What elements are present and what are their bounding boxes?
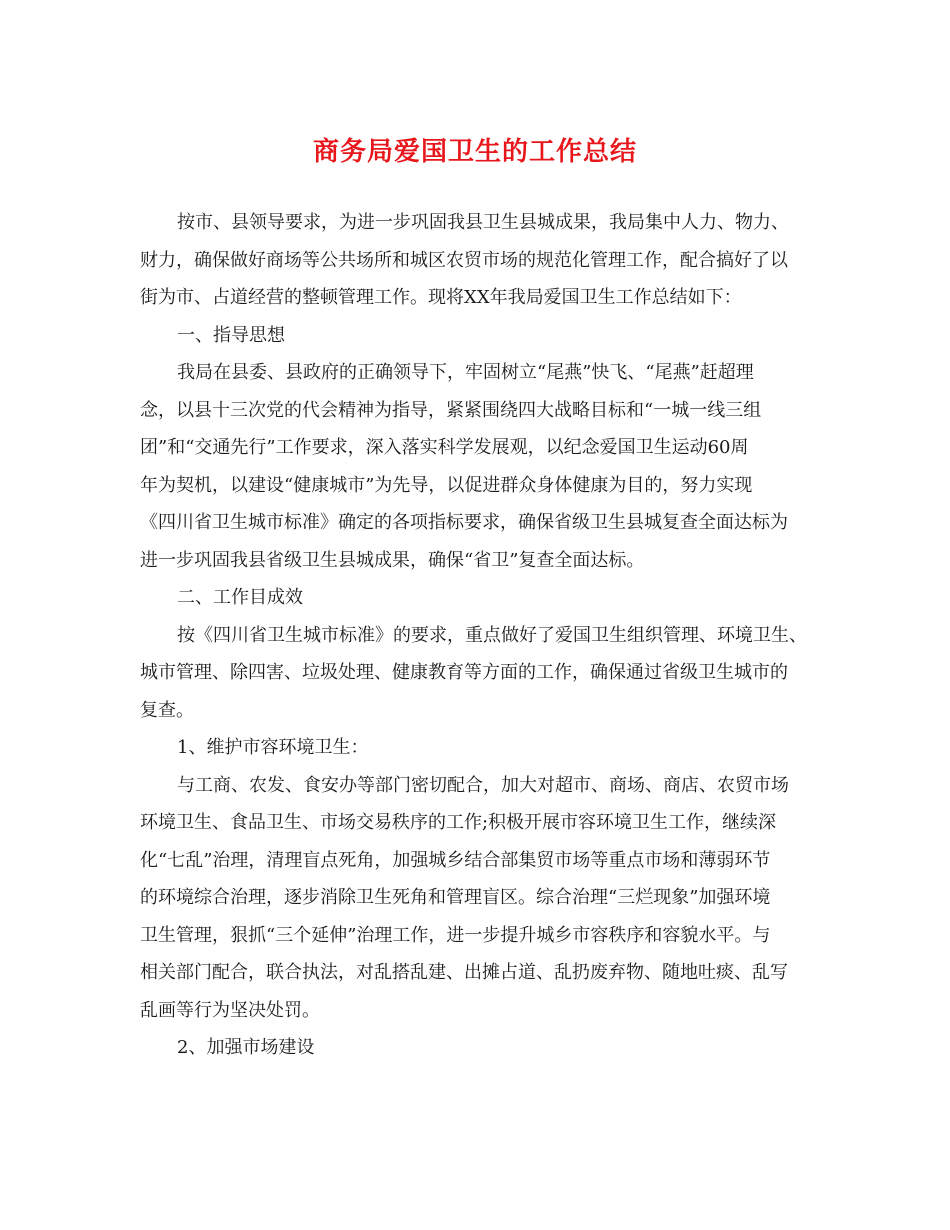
section-heading: 一、指导思想 xyxy=(177,324,285,346)
paragraph-line: 《四川省卫生城市标准》确定的各项指标要求，确保省级卫生县城复查全面达标为 xyxy=(140,512,788,533)
paragraph-line: 年为契机，以建设“健康城市”为先导，以促进群众身体健康为目的，努力实现 xyxy=(140,474,753,496)
subsection-heading: 1、维护市容环境卫生： xyxy=(177,737,369,758)
section-heading: 二、工作目成效 xyxy=(177,587,303,608)
paragraph-line: 化“七乱”治理，清理盲点死角，加强城乡结合部集贸市场等重点市场和薄弱环节 xyxy=(140,849,771,871)
paragraph-line: 城市管理、除四害、垃圾处理、健康教育等方面的工作，确保通过省级卫生城市的 xyxy=(140,662,788,683)
paragraph-line: 团”和“交通先行”工作要求，深入落实科学发展观，以纪念爱国卫生运动60周 xyxy=(140,437,749,458)
paragraph-line: 我局在县委、县政府的正确领导下，牢固树立“尾燕”快飞、“尾燕”赶超理 xyxy=(177,362,754,383)
paragraph-line: 进一步巩固我县省级卫生县城成果，确保“省卫”复查全面达标。 xyxy=(140,549,645,571)
paragraph-line: 与工商、农发、食安办等部门密切配合，加大对超市、商场、商店、农贸市场 xyxy=(177,774,789,796)
document-body xyxy=(140,204,830,1067)
paragraph-line: 的环境综合治理，逐步消除卫生死角和管理盲区。综合治理“三烂现象”加强环境 xyxy=(140,887,771,908)
paragraph-line: 念，以县十三次党的代会精神为指导，紧紧围绕四大战略目标和“一城一线三组 xyxy=(140,399,762,421)
paragraph-line: 乱画等行为坚决处罚。 xyxy=(140,999,320,1021)
paragraph-line: 相关部门配合，联合执法，对乱搭乱建、出摊占道、乱扔废弃物、随地吐痰、乱写 xyxy=(140,962,788,983)
paragraph-line: 财力，确保做好商场等公共场所和城区农贸市场的规范化管理工作，配合搞好了以 xyxy=(140,249,788,271)
paragraph-line: 按市、县领导要求，为进一步巩固我县卫生县城成果，我局集中人力、物力、 xyxy=(177,212,789,233)
paragraph-line: 按《四川省卫生城市标准》的要求，重点做好了爱国卫生组织管理、环境卫生、 xyxy=(177,624,807,646)
paragraph-line: 街为市、占道经营的整顿管理工作。现将XX年我局爱国卫生工作总结如下： xyxy=(140,287,742,308)
paragraph-line: 环境卫生、食品卫生、市场交易秩序的工作;积极开展市容环境卫生工作，继续深 xyxy=(140,812,777,833)
paragraph-line: 卫生管理，狠抓“三个延伸”治理工作，进一步提升城乡市容秩序和容貌水平。与 xyxy=(140,924,771,946)
document-title: 商务局爱国卫生的工作总结 xyxy=(312,137,637,167)
subsection-heading: 2、加强市场建设 xyxy=(177,1037,315,1058)
paragraph-line: 复查。 xyxy=(140,699,194,721)
